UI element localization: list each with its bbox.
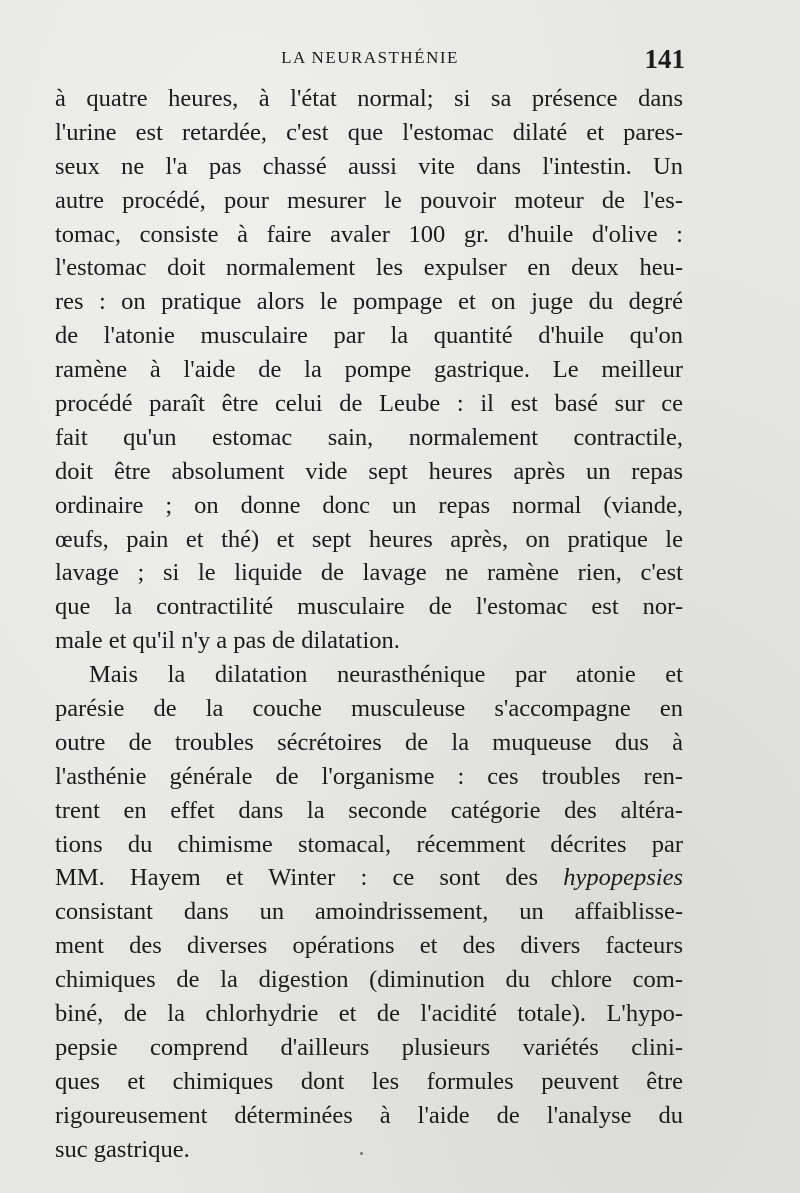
text-line: tions du chimisme stomacal, récemment décrites par (55, 830, 683, 858)
text-line: ment des diverses opérations et des divers facteurs (55, 932, 683, 960)
text-line: trent en effet dans la seconde catégorie des altéra- (55, 796, 683, 824)
text-line: fait qu'un estomac sain, normalement contractile, (55, 423, 683, 451)
text-line: que la contractilité musculaire de l'estomac est nor- (55, 593, 683, 621)
text-line: de l'atonie musculaire par la quantité d'huile qu'on (55, 322, 683, 350)
text-line: consistant dans un amoindrissement, un affaiblisse- (55, 898, 683, 926)
text-line: ordinaire ; on donne donc un repas normal (viande, (55, 491, 683, 519)
text-line: chimiques de la digestion (diminution du chlore com- (55, 966, 683, 994)
text-line: outre de troubles sécrétoires de la muqueuse dus à (55, 728, 683, 756)
body-text (55, 82, 683, 1167)
text-line: suc gastrique. (55, 1135, 190, 1163)
running-head: LA NEURASTHÉNIE (281, 48, 459, 67)
text-line: l'urine est retardée, c'est que l'estomac dilaté et pares- (55, 118, 683, 146)
text-segment: MM. Hayem et Winter : ce sont des (55, 864, 564, 892)
page-number: 141 (644, 44, 685, 74)
text-line: seux ne l'a pas chassé aussi vite dans l'intestin. Un (55, 152, 683, 180)
text-line: l'asthénie générale de l'organisme : ces troubles ren- (55, 762, 683, 790)
text-line: tomac, consiste à faire avaler 100 gr. d'huile d'olive : (55, 220, 683, 248)
print-speck (360, 1152, 363, 1155)
text-line (55, 861, 683, 895)
text-line: à quatre heures, à l'état normal; si sa présence dans (55, 85, 683, 112)
text-line: male et qu'il n'y a pas de dilatation. (55, 627, 400, 655)
text-line: parésie de la couche musculeuse s'accompagne en (55, 695, 683, 723)
text-line: biné, de la chlorhydrie et de l'acidité totale). L'hypo- (55, 1000, 683, 1028)
text-line: ques et chimiques dont les formules peuvent être (55, 1067, 683, 1095)
page-header (55, 44, 685, 78)
text-line: lavage ; si le liquide de lavage ne ramène rien, c'est (55, 559, 683, 587)
text-line: l'estomac doit normalement les expulser en deux heu- (55, 254, 683, 282)
text-line: res : on pratique alors le pompage et on juge du degré (55, 288, 683, 316)
text-line: rigoureusement déterminées à l'aide de l'analyse du (55, 1101, 683, 1129)
text-line: procédé paraît être celui de Leube : il est basé sur ce (55, 390, 683, 418)
text-line: Mais la dilatation neurasthénique par atonie et (89, 661, 683, 689)
text-line: pepsie comprend d'ailleurs plusieurs variétés clini- (55, 1033, 683, 1061)
emphasized-term: hypopepsies (563, 864, 683, 892)
text-line: ramène à l'aide de la pompe gastrique. Le meilleur (55, 356, 683, 384)
text-line: doit être absolument vide sept heures après un repas (55, 457, 683, 485)
text-line: œufs, pain et thé) et sept heures après, on pratique le (55, 525, 683, 553)
text-line: autre procédé, pour mesurer le pouvoir moteur de l'es- (55, 186, 683, 214)
